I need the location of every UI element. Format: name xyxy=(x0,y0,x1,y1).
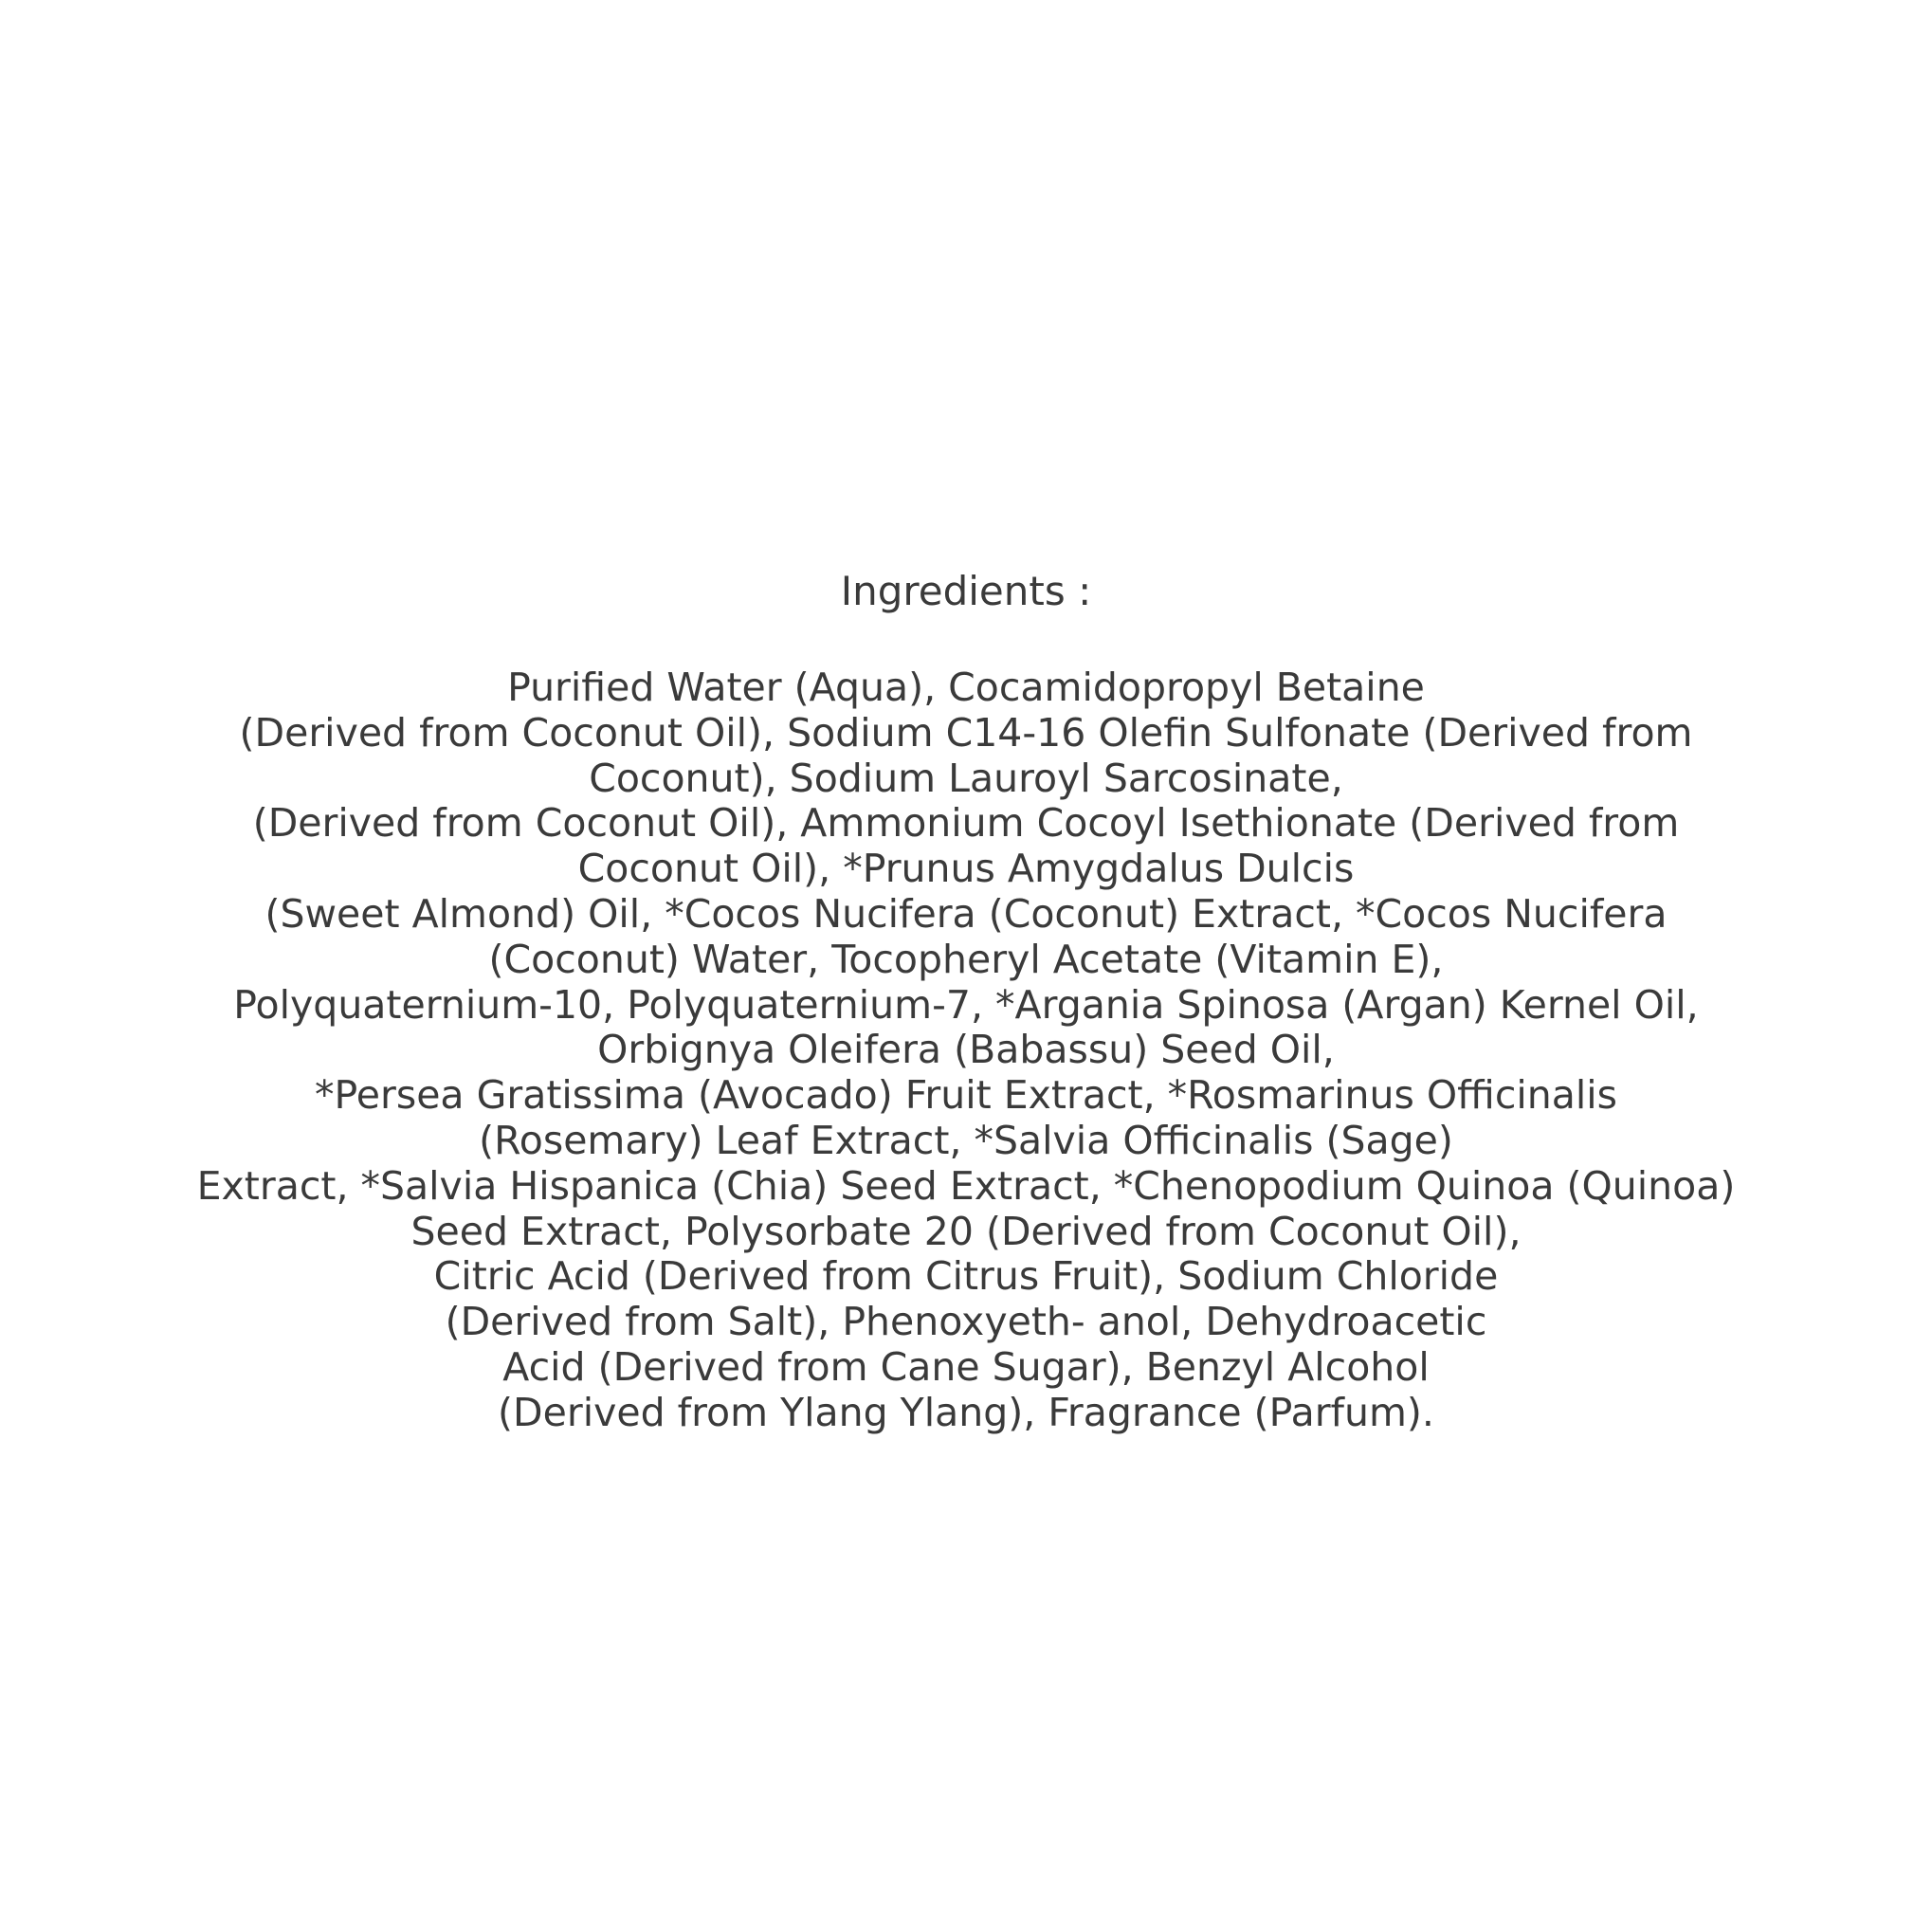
ingredients-line-11: (Rosemary) Leaf Extract, *Salvia Officinalis (Sage) xyxy=(479,1117,1453,1163)
ingredients-line-17: (Derived from Ylang Ylang), Fragrance (Parfum). xyxy=(498,1389,1434,1435)
ingredients-line-16: Acid (Derived from Cane Sugar), Benzyl Alcohol xyxy=(502,1343,1430,1390)
ingredients-line-9: Orbignya Oleifera (Babassu) Seed Oil, xyxy=(597,1027,1335,1073)
ingredients-line-3: Coconut), Sodium Lauroyl Sarcosinate, xyxy=(589,755,1343,801)
ingredients-title: Ingredients : xyxy=(840,568,1092,614)
ingredients-line-6: (Sweet Almond) Oil, *Cocos Nucifera (Coconut) Extract, *Cocos Nucifera xyxy=(264,890,1668,937)
ingredients-list xyxy=(0,665,1932,1436)
ingredients-line-15: (Derived from Salt), Phenoxyeth- anol, Dehydroacetic xyxy=(445,1299,1487,1345)
ingredients-line-5: Coconut Oil), *Prunus Amygdalus Dulcis xyxy=(577,846,1355,892)
ingredients-line-12: Extract, *Salvia Hispanica (Chia) Seed Extract, *Chenopodium Quinoa (Quinoa) xyxy=(196,1162,1736,1209)
ingredients-line-4: (Derived from Coconut Oil), Ammonium Cocoyl Isethionate (Derived from xyxy=(252,800,1680,847)
ingredients-line-8: Polyquaternium-10, Polyquaternium-7, *Argania Spinosa (Argan) Kernel Oil, xyxy=(233,981,1699,1028)
ingredients-line-2: (Derived from Coconut Oil), Sodium C14-16 Olefin Sulfonate (Derived from xyxy=(239,709,1693,756)
ingredients-line-14: Citric Acid (Derived from Citrus Fruit), Sodium Chloride xyxy=(433,1253,1499,1300)
ingredients-line-7: (Coconut) Water, Tocopheryl Acetate (Vitamin E), xyxy=(488,936,1444,982)
ingredients-line-10: *Persea Gratissima (Avocado) Fruit Extract, *Rosmarinus Officinalis xyxy=(314,1072,1618,1119)
ingredients-line-1: Purified Water (Aqua), Cocamidopropyl Betaine xyxy=(507,665,1425,710)
ingredients-line-13: Seed Extract, Polysorbate 20 (Derived from Coconut Oil), xyxy=(410,1208,1522,1254)
